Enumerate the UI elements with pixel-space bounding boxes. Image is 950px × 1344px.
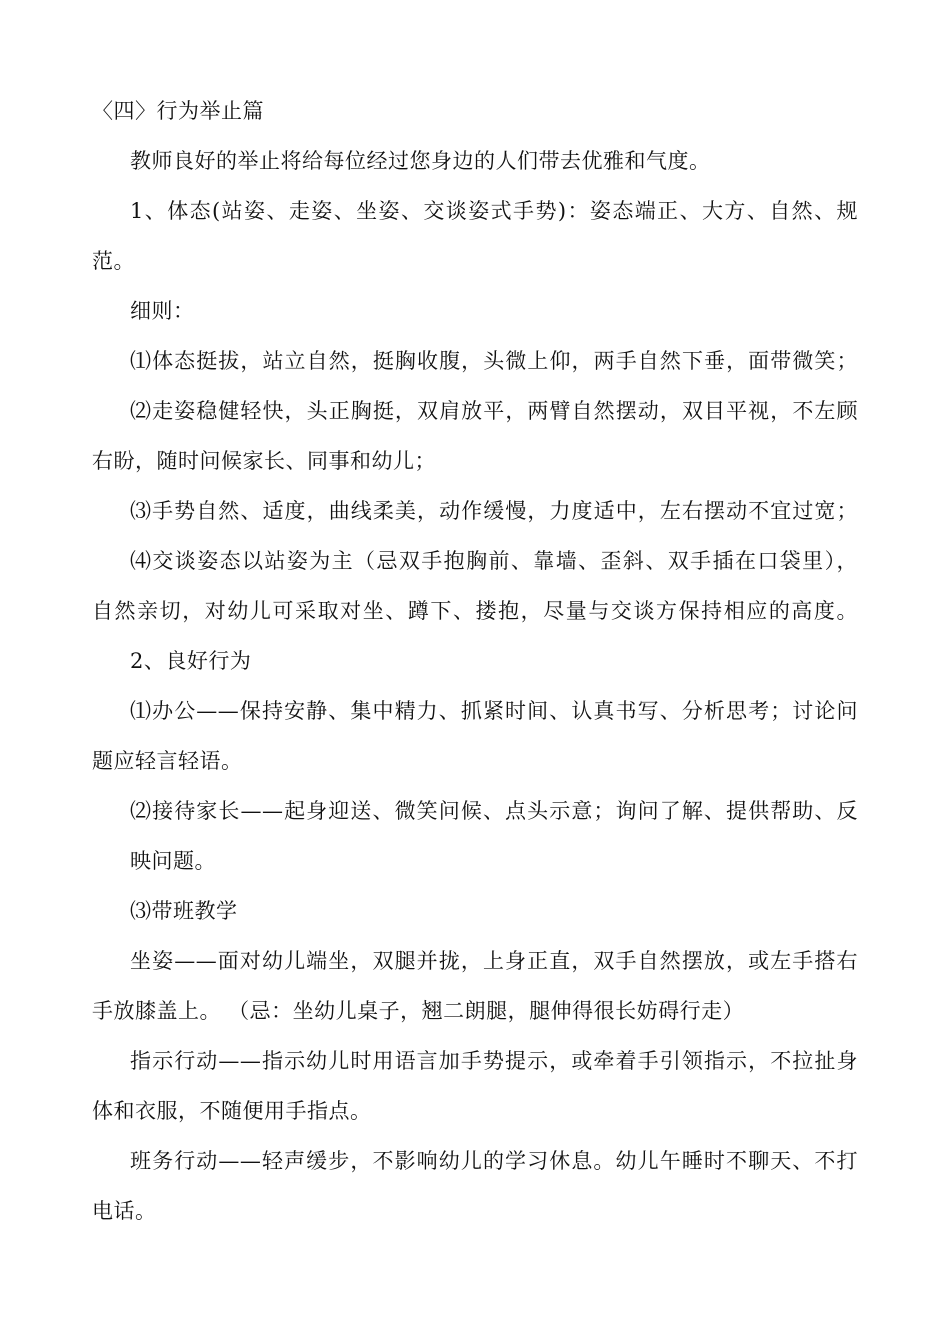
- behavior-item-1-line-1: ⑴办公——保持安静、集中精力、抓紧时间、认真书写、分析思考；讨论问: [130, 699, 858, 723]
- details-label: 细则：: [130, 299, 195, 323]
- posture-heading-line-2: 范。: [92, 249, 135, 273]
- detail-item-1: ⑴体态挺拔，站立自然，挺胸收腹，头微上仰，两手自然下垂，面带微笑；: [130, 349, 858, 373]
- section-heading: 〈四〉行为举止篇: [92, 99, 264, 123]
- behavior-item-2-line-2: 映问题。: [130, 849, 216, 873]
- detail-item-2-line-1: ⑵走姿稳健轻快，头正胸挺，双肩放平，两臂自然摆动，双目平视，不左顾: [130, 399, 858, 423]
- detail-item-4-line-2: 自然亲切，对幼儿可采取对坐、蹲下、搂抱，尽量与交谈方保持相应的高度。: [92, 599, 858, 623]
- behavior-item-2-line-1: ⑵接待家长——起身迎送、微笑问候、点头示意；询问了解、提供帮助、反: [130, 799, 858, 823]
- behavior-item-1-line-2: 题应轻言轻语。: [92, 749, 243, 773]
- detail-item-4-line-1: ⑷交谈姿态以站姿为主（忌双手抱胸前、靠墙、歪斜、双手插在口袋里），: [130, 549, 858, 573]
- detail-item-2-line-2: 右盼，随时问候家长、同事和幼儿；: [92, 449, 436, 473]
- sitting-line-1: 坐姿——面对幼儿端坐，双腿并拢，上身正直，双手自然摆放，或左手搭右: [130, 949, 858, 973]
- class-duty-line-2: 电话。: [92, 1199, 157, 1223]
- intro-paragraph: 教师良好的举止将给每位经过您身边的人们带去优雅和气度。: [130, 149, 711, 173]
- posture-heading-line-1: 1、体态(站姿、走姿、坐姿、交谈姿式手势)：姿态端正、大方、自然、规: [130, 199, 858, 223]
- class-duty-line-1: 班务行动——轻声缓步，不影响幼儿的学习休息。幼儿午睡时不聊天、不打: [130, 1149, 858, 1173]
- sitting-line-2: 手放膝盖上。 （忌：坐幼儿桌子，翘二朗腿，腿伸得很长妨碍行走）: [92, 999, 745, 1023]
- detail-item-3: ⑶手势自然、适度，曲线柔美，动作缓慢，力度适中，左右摆动不宜过宽；: [130, 499, 858, 523]
- behavior-item-3-heading: ⑶带班教学: [130, 899, 238, 923]
- indicating-line-1: 指示行动——指示幼儿时用语言加手势提示，或牵着手引领指示，不拉扯身: [130, 1049, 858, 1073]
- behavior-heading: 2、良好行为: [130, 649, 252, 673]
- indicating-line-2: 体和衣服，不随便用手指点。: [92, 1099, 372, 1123]
